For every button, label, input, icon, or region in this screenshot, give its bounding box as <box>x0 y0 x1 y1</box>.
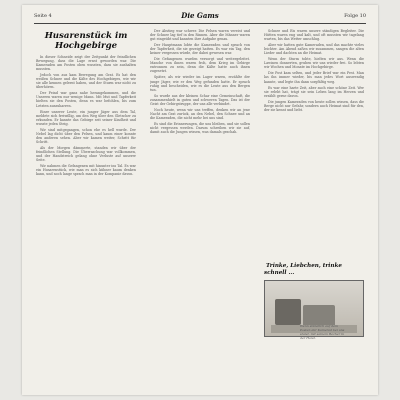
masthead-title: Die Gams <box>181 11 219 20</box>
paragraph: Der Abstieg war schwer. Die Felsen waren vereist und der Schnee lag tief in den Rinnen. Aber die Männer waren gut eingeübt und kannten ihre Aufgabe genau. <box>150 29 250 42</box>
paragraph: Als der Morgen dämmerte, standen wir über der feindlichen Stellung. Die Überraschung war vollkommen, und der Handstreich gelang ohne Verluste auf unserer Seite. <box>36 145 136 163</box>
paragraph: Einer unserer Leute, ein junger Jäger aus dem Tal, meldete sich freiwillig, um den Weg über den Gletscher zu erkunden. Er kannte das Gebirge seit seiner Kindheit und wusste jeden Steig. <box>36 109 136 126</box>
paragraph: Es war eine harte Zeit, aber auch eine schöne Zeit. Wer sie erlebt hat, trägt sie sein Leben lang im Herzen und erzählt gerne davon. <box>264 85 364 98</box>
paragraph: So wurde aus der kleinen Schar eine Gemeinschaft, die zusammenhielt in guten und schweren Tagen. Das ist der Geist der Gebirgstruppe, der uns alle verbindet. <box>150 93 250 106</box>
paragraph: Die jungen Kameraden von heute sollen wissen, dass die Berge nicht nur Gefahr, sondern auch Heimat sind für den, der sie kennt und liebt. <box>264 99 364 112</box>
figure-title: Trinke, Liebchen, trinke schnell ... <box>264 263 342 276</box>
paragraph: Die Post kam selten, und jeder Brief war ein Fest. Man las ihn immer wieder, bis man jedes Wort auswendig kannte, und legte ihn dann sorgfältig weg. <box>264 71 364 84</box>
paragraph: Die Gefangenen wurden versorgt und weitergeleitet. Manche von ihnen waren froh, dem Krieg im Gebirge entronnen zu sein, denn die Kälte hatte auch ihnen zugesetzt. <box>150 57 250 74</box>
issue-number: Folge 10 <box>344 13 366 19</box>
header-rule <box>34 23 366 24</box>
figure-caption: Wenn stündlich auf dem Posten der Kamerad bei uns stand, mit seinem Becher in der Hand. <box>300 324 345 340</box>
paragraph: Aber wir hatten gute Kameraden, und das machte vieles leichter. Am Abend saßen wir zusammen, sangen die alten Lieder und dachten an die Heimat. <box>264 43 364 56</box>
article-title: Husarenstück im Hochgebirge <box>44 31 128 51</box>
paragraph: Noch heute, wenn wir uns treffen, denken wir an jene Nacht am Grat zurück, an den Nebel, den Schnee und an die Kameraden, die nicht mehr bei uns sind. <box>150 107 250 120</box>
column-1 <box>36 29 136 387</box>
paragraph: Schnee und Eis waren unsere ständigen Begleiter. Die Hütten waren eng und kalt, und oft mussten wir tagelang warten, bis das Wetter umschlug. <box>264 29 364 42</box>
paragraph: Der Hauptmann lobte die Kameraden und sprach von der Tapferkeit, die sie gezeigt hatten. Es war ein Tag, den keiner vergessen würde, der dabei gewesen war. <box>150 43 250 56</box>
paragraph: In dieser Schneide zeigt der Zeitpunkt der feindlichen Bewegung, dass die Lage ernst geworden war. Die Kameraden am Posten oben wussten, dass sie aushalten mussten. <box>36 55 136 72</box>
column-3 <box>264 29 364 255</box>
paragraph: Wenn der Sturm tobte, hielten wir aus. Wenn die Lawinen donnerten, gruben wir uns wieder frei. So lebten wir Wochen und Monate im Hochgebirge. <box>264 57 364 70</box>
paragraph: Wir nahmen die Gefangenen mit hinunter ins Tal. Es war ein Husarenstück, wie man es sich kühner kaum denken kann, und noch lange sprach man in der Kompanie davon. <box>36 164 136 177</box>
paragraph: Jedoch von aus kam Bewegung am Grat. Es hat den weißen Schnee und die Kälte des Hochgebirges, wie wir sie alle kennen gelernt haben, und der Sturm war nicht zu überhören. <box>36 73 136 90</box>
photo-soldier-shape <box>275 299 301 325</box>
paragraph: Der Feind war ganz nahe herangekommen, und die Unseren waren nur wenige Mann. Mit Mut und Tapferkeit hielten sie den Posten, denn es war befohlen, bis zum Letzten auszuharren. <box>36 91 136 108</box>
paragraph: Wir sind mitgegangen, schon ehe es hell wurde. Der Nebel lag dicht über den Felsen, und kaum einer konnte den anderen sehen. Aber wir kamen weiter, Schritt für Schritt. <box>36 127 136 144</box>
page-header <box>34 11 366 23</box>
paragraph: Später, als wir wieder im Lager waren, erzählte der junge Jäger, wie er den Weg gefunden hatte. Er sprach ruhig und bescheiden, wie es die Leute aus den Bergen tun. <box>150 75 250 92</box>
column-2 <box>150 29 250 387</box>
page-number: Seite 4 <box>34 13 52 19</box>
paragraph: Es sind die Erinnerungen, die uns bleiben, und sie sollen nicht vergessen werden. Darum schreiben wir sie auf, damit auch die Jungen wissen, was damals geschah. <box>150 121 250 135</box>
